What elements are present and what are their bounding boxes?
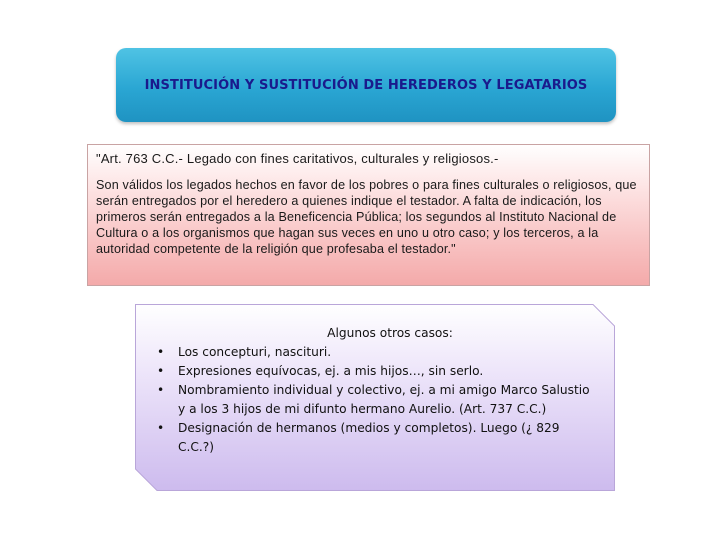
list-item-text: Los concepturi, nascituri. xyxy=(178,345,332,359)
list-item-text: Nombramiento individual y colectivo, ej. a mi amigo Marco Salustio y a los 3 hijos de mi difunto hermano Aurelio. (Art. 737 C.C.) xyxy=(178,383,590,416)
bullet-icon: • xyxy=(157,364,165,378)
list-item xyxy=(155,343,595,362)
cases-heading: Algunos otros casos: xyxy=(327,326,453,340)
list-item xyxy=(155,419,595,457)
article-body: Son válidos los legados hechos en favor de los pobres o para fines culturales o religiosos, que serán entregados por el heredero a quienes indique el testador. A falta de indicación, los primeros serán entregados a la Beneficencia Pública; los segundos al Instituto Nacional de Cultura o a los organismos que hagan sus veces en uno u otro caso; y los terceros, a la autoridad competente de la religión que profesaba el testador." xyxy=(96,178,637,256)
list-item xyxy=(155,381,595,419)
bullet-icon: • xyxy=(157,345,165,359)
title-banner xyxy=(116,48,616,122)
list-item xyxy=(155,362,595,381)
cases-box xyxy=(135,304,615,491)
list-item-text: Designación de hermanos (medios y completos). Luego (¿ 829 C.C.?) xyxy=(178,421,560,454)
bullet-icon: • xyxy=(157,383,165,397)
bullet-icon: • xyxy=(157,421,165,435)
slide-title: INSTITUCIÓN Y SUSTITUCIÓN DE HEREDEROS Y LEGATARIOS xyxy=(144,77,588,93)
article-heading: "Art. 763 C.C.- Legado con fines caritativos, culturales y religiosos.- xyxy=(96,151,499,166)
list-item-text: Expresiones equívocas, ej. a mis hijos…, sin serlo. xyxy=(178,364,484,378)
cases-list xyxy=(155,343,595,457)
article-quote-box xyxy=(87,144,650,286)
